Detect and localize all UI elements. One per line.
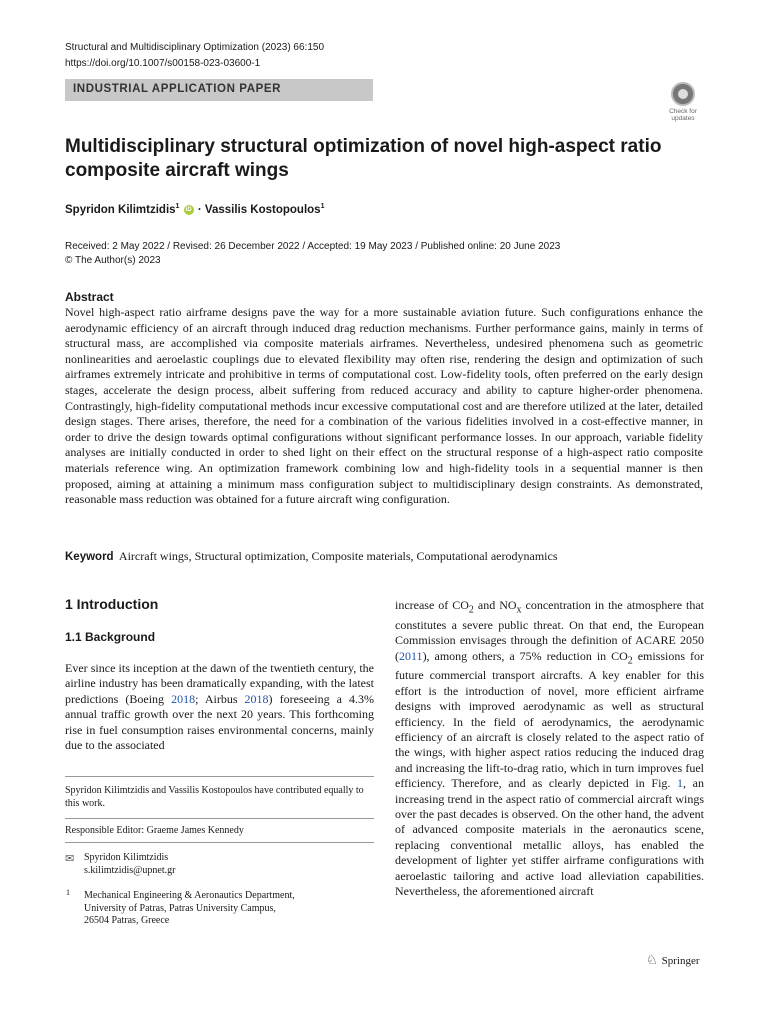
envelope-icon[interactable]: ✉ [65, 853, 75, 865]
affiliation-line-2: University of Patras, Patras University Campus, [84, 902, 276, 914]
abstract-text: Novel high-aspect ratio airframe designs pave the way for a more sustainable aviation future. Such configurations enhance the aerodynamic efficiency of an aircraft through induced drag reduction mechanisms. Further performance gains, mainly in terms of structural mass, are accomplished via composite materials airframes. Nevertheless, undesired phenomena such as geometric nonlinearities and aeroelastic couplings due to elevated flexibility may often rise, rendering the design and optimization of such airframes extremely intricate and prohibitive in terms of computational cost. Low-fidelity tools, often preferred on the early design stages, accelerate the design process, albeit suffering from reduced accuracy and ability to capture higher-order phenomena. Contrastingly, high-fidelity computational methods incur excessive computational cost and are therefore utilized at the later, detailed design stages. There arises, therefore, the need for a combination of the various fidelities involved in a cost-effective manner, in order to drive the design towards optimal configurations without significant performance losses. In our approach, variable fidelity analyses are initially conducted in order to shed light on their effect on the structural response of a high-aspect ratio composite materials reference wing. An optimization framework combining low and high-fidelity tools in a sequential manner is then proposed, aiming at attaining a minimum mass configuration subject to multidisciplinary design constraints. As demonstrated, reasonable mass reduction was obtained for a future aircraft wing configuration. [65, 305, 703, 507]
paper-title: Multidisciplinary structural optimization of novel high-aspect ratio composite aircraft wings [65, 136, 662, 181]
ref-boeing-link[interactable]: 2018 [171, 691, 196, 706]
check-badge-circle [671, 82, 695, 106]
column-right-text [395, 598, 704, 900]
col2-t2: and NO [473, 598, 517, 612]
ref-acare-link[interactable]: 2011 [399, 648, 423, 663]
author-1-affil: 1 [175, 203, 180, 210]
col2-t4: ), among others, a 75% reduction in CO [422, 648, 628, 663]
journal-header [65, 40, 324, 72]
keywords-text: Aircraft wings, Structural optimization, Composite materials, Computational aerodynamics [118, 549, 558, 563]
footnote-editor: Responsible Editor: Graeme James Kennedy [65, 825, 244, 836]
footnote-divider-2 [65, 818, 374, 819]
date-history: Received: 2 May 2022 / Revised: 26 December 2022 / Accepted: 19 May 2023 / Published online: 20 June 2023 [65, 241, 561, 252]
author-1[interactable]: Spyridon Kilimtzidis [65, 203, 176, 216]
journal-line: Structural and Multidisciplinary Optimization (2023) 66:150 [65, 42, 325, 53]
affiliation-number: 1 [66, 888, 70, 897]
col2-t5: emissions for future commercial transport aircrafts. A key enabler for this effort is the introduction of novel, more efficient airframe designs with improved aerodynamic as well as structural efficiency. In the field of aerodynamics, the aerodynamic efficiency of an aircraft is closely related to the aspect ratio of the wings, with higher aspect ratios reducing the induced drag and increasing the lift-to-drag ratio, which in turn improves fuel efficiency. Therefore, and as clearly depicted in Fig. [395, 648, 704, 791]
check-for-updates-icon[interactable] [662, 82, 704, 124]
springer-horse-icon: ♘ [646, 952, 658, 967]
section-heading: 1 Introduction [65, 596, 159, 612]
col2-sub1: 2 [468, 604, 474, 616]
contact-email[interactable]: s.kilimtzidis@upnet.gr [84, 864, 176, 876]
affiliation-block [84, 890, 374, 928]
footnote-divider-3 [65, 842, 374, 843]
publisher-name: Springer [661, 955, 700, 967]
subsection-heading: 1.1 Background [65, 630, 156, 644]
author-2[interactable]: Vassilis Kostopoulos [204, 203, 321, 216]
affiliation-line-1: Mechanical Engineering & Aeronautics Department, [84, 890, 295, 901]
category-label: INDUSTRIAL APPLICATION PAPER [73, 83, 282, 95]
column-left-text [65, 661, 374, 753]
col2-sub2: x [516, 604, 522, 616]
copyright: © The Author(s) 2023 [65, 255, 161, 266]
contact-block [84, 852, 374, 877]
col1-text-b: ; Airbus [195, 691, 245, 706]
author-separator: · [197, 203, 202, 216]
ref-airbus-link[interactable]: 2018 [244, 691, 269, 706]
check-badge-label: Check for updates [669, 108, 697, 122]
col2-t3: concentration in the atmosphere that constitutes a severe public threat. On that end, the European Commission envisages through the definition of ACARE 2050 ( [395, 598, 704, 663]
col1-text-a: Ever since its inception at the dawn of the twentieth century, the airline industry has been dramatically expanding, with the latest predictions (Boeing [65, 661, 374, 706]
abstract-heading: Abstract [65, 290, 114, 304]
keywords-label: Keyword [65, 551, 114, 563]
contact-name: Spyridon Kilimtzidis [84, 852, 169, 863]
springer-logo [646, 952, 700, 968]
affiliation-line-3: 26504 Patras, Greece [84, 915, 170, 926]
col1-text-c: ) foreseeing a 4.3% annual traffic growth over the next 20 years. This forthcoming rise in fuel consumption raises environmental concerns, mainly due to the associated [65, 691, 375, 753]
author-2-affil: 1 [320, 203, 325, 210]
col2-t6: , an increasing trend in the aspect ratio of commercial aircraft wings over the past decades is observed. On the other hand, the advent of advanced composite materials in the aeronautics scene, replacing conventional metallic alloys, has enabled the development of lighter yet stiffer airframe configurations with aeroelastic tailoring and active load alleviation capabilities. Nevertheless, the aforementioned aircraft [395, 776, 704, 899]
publication-dates [65, 240, 560, 268]
col2-t1: increase of CO [395, 598, 469, 612]
footnote-equal: Spyridon Kilimtzidis and Vassilis Kostopoulos have contributed equally to this work. [65, 785, 364, 809]
col2-sub3: 2 [627, 655, 633, 666]
category-banner [65, 79, 373, 101]
keywords [65, 549, 558, 564]
ref-fig-link[interactable]: 1 [677, 776, 684, 791]
author-line [65, 203, 324, 216]
orcid-icon[interactable]: iD [185, 206, 192, 213]
footnote-divider [65, 776, 374, 777]
doi-link[interactable]: https://doi.org/10.1007/s00158-023-03600-1 [65, 58, 261, 69]
